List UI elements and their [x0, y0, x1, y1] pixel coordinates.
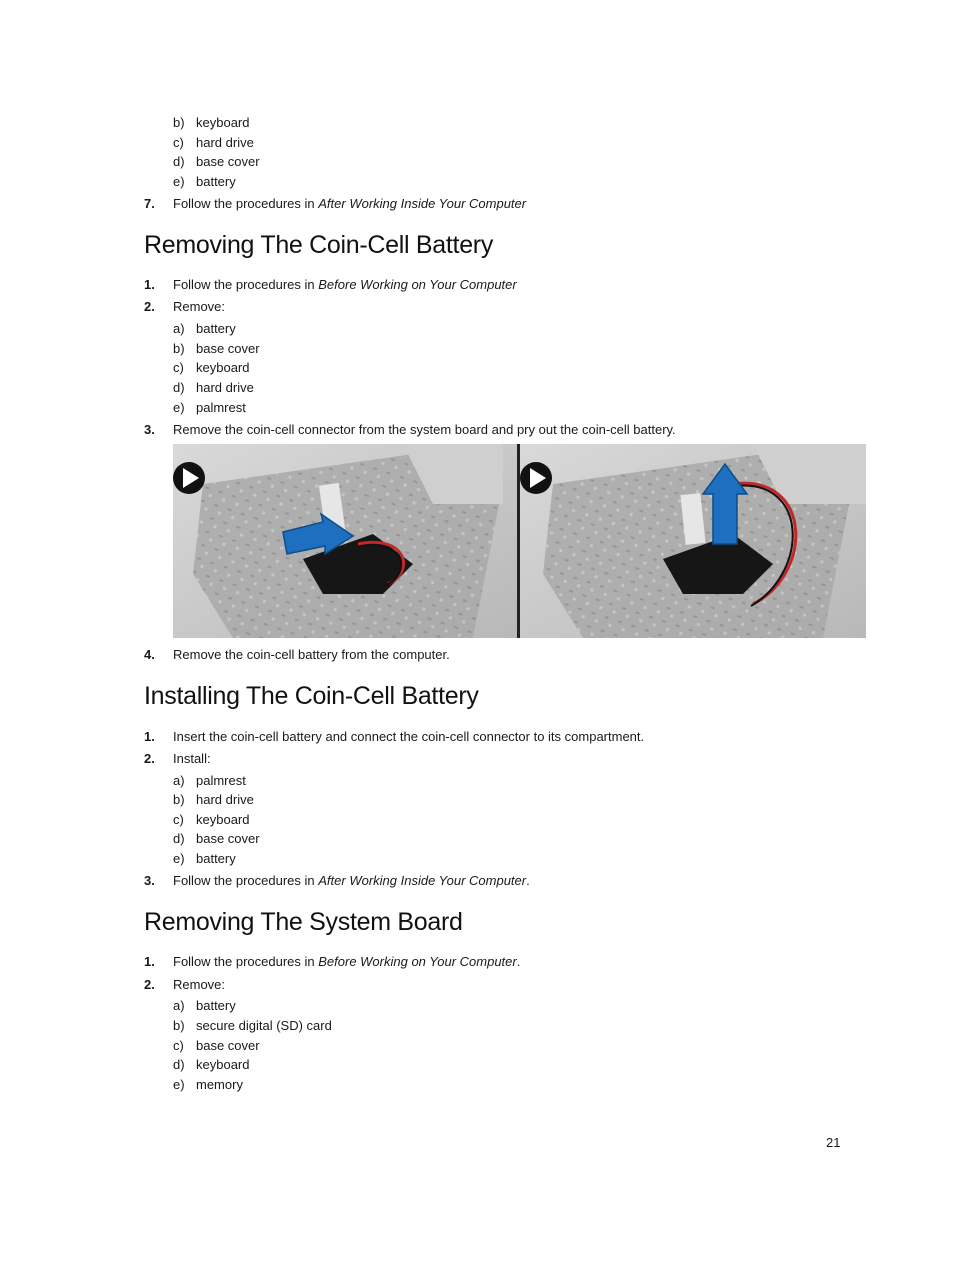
step-item: 7. Follow the procedures in After Working Inside Your Computer [144, 196, 527, 211]
step-item: 3. Remove the coin-cell connector from the system board and pry out the coin-cell battery. [144, 422, 676, 437]
list-item: e) palmrest [173, 400, 246, 415]
cross-reference: After Working Inside Your Computer [318, 196, 527, 211]
step-item: 2. Remove: [144, 299, 226, 314]
list-item: c) keyboard [173, 812, 250, 827]
figure-illustration [173, 444, 866, 638]
list-item: b) secure digital (SD) card [173, 1018, 332, 1033]
list-item: b) hard drive [173, 792, 254, 807]
step-item: 2. Install: [144, 751, 211, 766]
list-item: c) keyboard [173, 360, 250, 375]
list-item: d) base cover [173, 831, 260, 846]
list-item: e) battery [173, 851, 236, 866]
list-item: a) palmrest [173, 773, 246, 788]
list-item: a) battery [173, 321, 236, 336]
list-item: e) battery [173, 174, 236, 189]
section-heading: Removing The Coin-Cell Battery [144, 231, 494, 259]
step-item: 1. Follow the procedures in Before Working on Your Computer [144, 277, 517, 292]
list-item: b) keyboard [173, 115, 250, 130]
step-item: 3. Follow the procedures in After Working Inside Your Computer. [144, 873, 530, 888]
step-item: 1. Insert the coin-cell battery and connect the coin-cell connector to its compartment. [144, 729, 645, 744]
cross-reference: After Working Inside Your Computer [318, 873, 527, 888]
figure-panel-left [173, 444, 517, 638]
list-item: d) base cover [173, 154, 260, 169]
step-item: 4. Remove the coin-cell battery from the computer. [144, 647, 450, 662]
cross-reference: Before Working on Your Computer [318, 277, 517, 292]
list-item: d) keyboard [173, 1057, 250, 1072]
section-heading: Removing The System Board [144, 908, 463, 936]
list-item: e) memory [173, 1077, 243, 1092]
step-item: 1. Follow the procedures in Before Working on Your Computer. [144, 954, 521, 969]
figure-divider [517, 444, 520, 638]
list-item: c) hard drive [173, 135, 254, 150]
section-heading: Installing The Coin-Cell Battery [144, 682, 479, 710]
step-item: 2. Remove: [144, 977, 226, 992]
list-item: a) battery [173, 998, 236, 1013]
page-number: 21 [826, 1135, 841, 1150]
list-item: d) hard drive [173, 380, 254, 395]
list-item: c) base cover [173, 1038, 260, 1053]
list-item: b) base cover [173, 341, 260, 356]
coin-cell-removal-figure [173, 444, 866, 638]
cross-reference: Before Working on Your Computer [318, 954, 517, 969]
figure-panel-right [520, 444, 866, 638]
